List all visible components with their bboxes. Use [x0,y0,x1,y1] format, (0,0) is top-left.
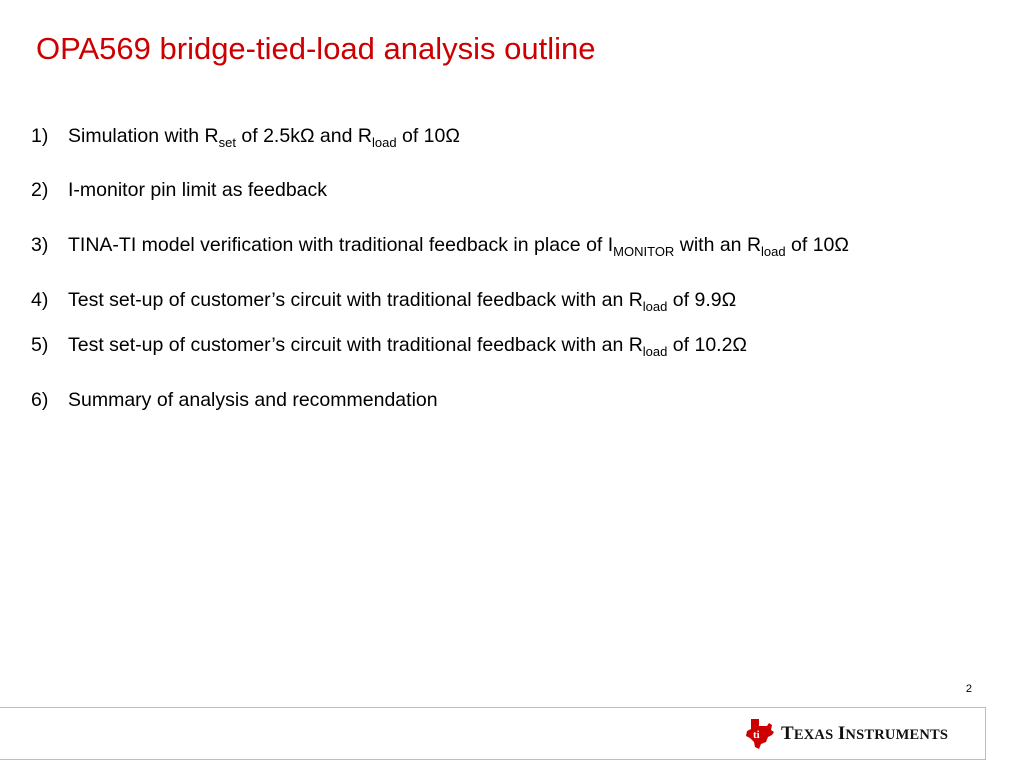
outline-item [31,288,736,312]
subscript-load: load [761,244,786,259]
item-text: of 2.5kΩ and R [235,125,372,147]
outline-item [31,233,849,257]
subscript-load: load [642,344,668,359]
item-number: 5) [31,334,49,356]
item-number: 3) [31,234,49,256]
item-text: Test set-up of customer’s circuit with traditional feedback with an R [68,289,643,311]
outline-item [31,124,460,148]
item-text: of 9.9Ω [667,289,737,311]
texas-instruments-logo [745,717,948,751]
outline-item [31,388,438,412]
item-text: Simulation with R [68,125,219,147]
item-number: 1) [31,125,49,147]
item-text: of 10Ω [396,125,460,147]
item-number: 6) [31,389,49,411]
ti-monogram: ti [753,729,760,741]
subscript-monitor: MONITOR [613,244,675,259]
item-number: 2) [31,179,49,201]
outline-item [31,333,747,357]
ti-state-icon [745,718,775,750]
page-number: 2 [965,683,972,695]
item-text: of 10Ω [785,234,849,256]
slide-title: OPA569 bridge-tied-load analysis outline [36,31,596,66]
item-text: Test set-up of customer’s circuit with traditional feedback with an R [68,334,643,356]
item-text: of 10.2Ω [667,334,748,356]
subscript-load: load [371,135,397,150]
item-text: Summary of analysis and recommendation [68,389,438,411]
item-text: I-monitor pin limit as feedback [68,179,328,201]
subscript-load: load [642,299,668,314]
outline-item [31,178,327,202]
ti-wordmark: TEXAS INSTRUMENTS [781,723,949,744]
item-text: with an R [674,234,762,256]
ti-state-shape [746,719,774,749]
subscript-set: set [218,135,236,150]
item-text: TINA-TI model verification with traditional feedback in place of I [68,234,614,256]
item-number: 4) [31,289,49,311]
